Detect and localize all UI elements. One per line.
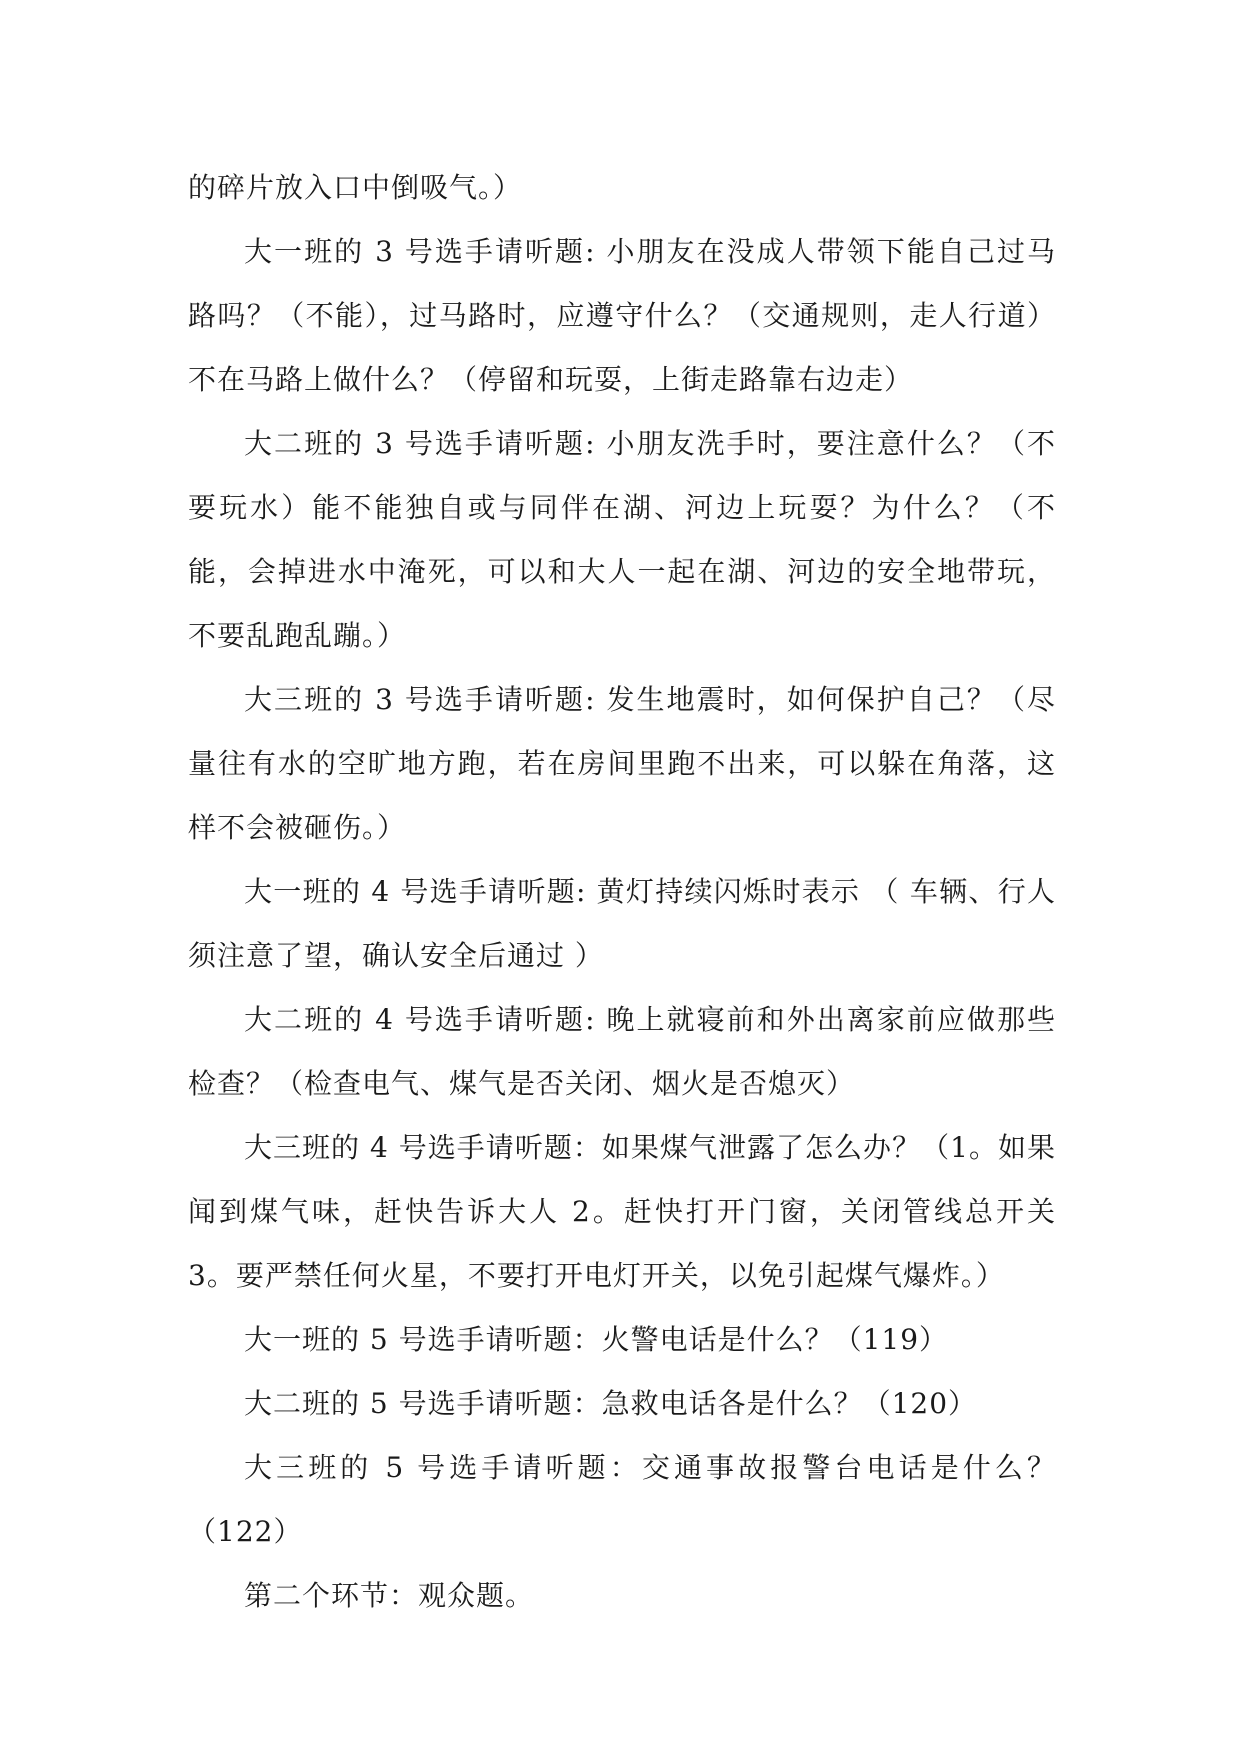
paragraph-class3-q3: 大三班的 3 号选手请听题: 发生地震时，如何保护自己？（尽量往有水的空旷地方跑，若在房间里跑不出来，可以躲在角落，这样不会被砸伤。） — [188, 683, 1056, 844]
paragraph-class1-q3: 大一班的 3 号选手请听题: 小朋友在没成人带领下能自己过马路吗？（不能），过马路时，应遵守什么？（交通规则，走人行道）不在马路上做什么？（停留和玩耍，上街走路靠右边走） — [188, 235, 1056, 396]
paragraph-class1-q4: 大一班的 4 号选手请听题: 黄灯持续闪烁时表示 （ 车辆、行人须注意了望，确认安全后通过 ） — [188, 875, 1056, 972]
paragraph-class2-q3: 大二班的 3 号选手请听题: 小朋友洗手时，要注意什么？（不要玩水）能不能独自或与同伴在湖、河边上玩耍？为什么？（不能，会掉进水中淹死，可以和大人一起在湖、河边的安全地带玩，不要乱跑乱蹦。） — [188, 427, 1056, 652]
paragraph-continuation: 的碎片放入口中倒吸气。） — [188, 171, 523, 204]
paragraph-section-heading: 第二个环节：观众题。 — [244, 1579, 535, 1612]
paragraph-class3-q4: 大三班的 4 号选手请听题：如果煤气泄露了怎么办？（1。如果闻到煤气味，赶快告诉大人 2。赶快打开门窗，关闭管线总开关 3。要严禁任何火星，不要打开电灯开关，以免引起煤气爆炸。） — [188, 1131, 1056, 1292]
paragraph-class2-q4: 大二班的 4 号选手请听题: 晚上就寝前和外出离家前应做那些检查？（检查电气、煤气是否关闭、烟火是否熄灭） — [188, 1003, 1056, 1100]
document-body — [188, 156, 1056, 1628]
paragraph-class3-q5: 大三班的 5 号选手请听题：交通事故报警台电话是什么？（122） — [188, 1451, 1056, 1548]
paragraph-class1-q5: 大一班的 5 号选手请听题：火警电话是什么？（119） — [244, 1323, 949, 1356]
paragraph-class2-q5: 大二班的 5 号选手请听题：急救电话各是什么？（120） — [244, 1387, 978, 1420]
